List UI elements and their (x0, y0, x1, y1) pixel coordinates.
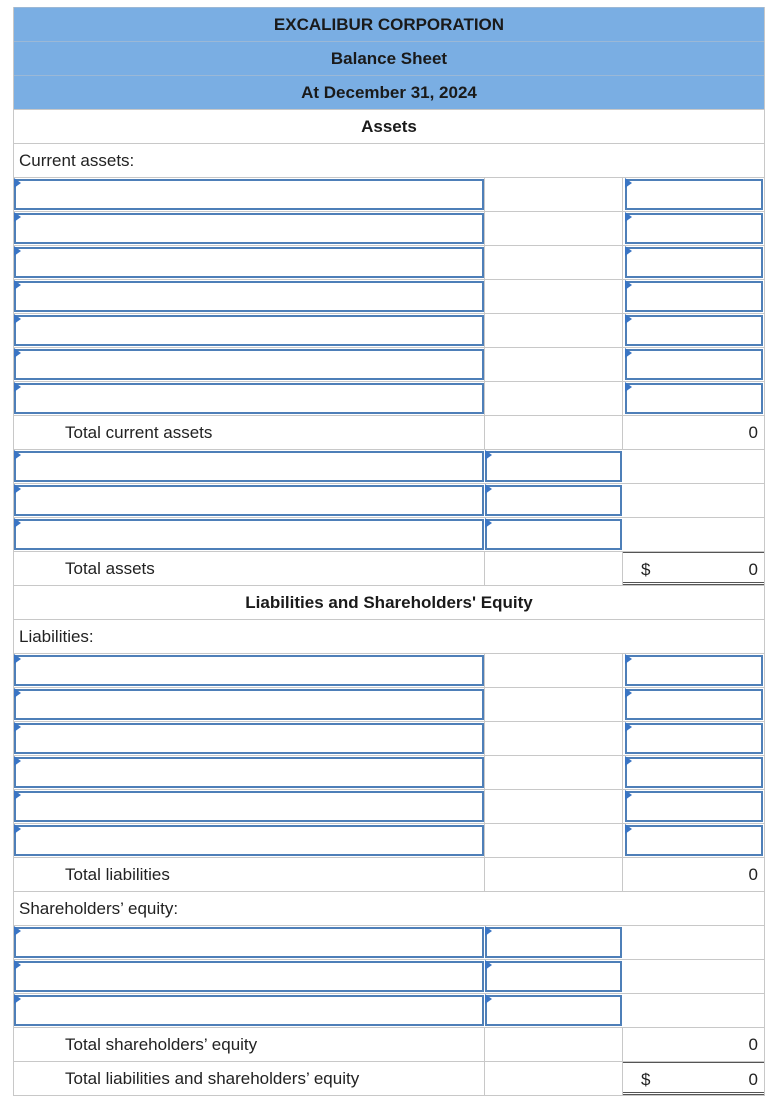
subtotal-cell (484, 1062, 623, 1095)
amount-input[interactable] (625, 655, 763, 686)
total-liabilities-row (14, 857, 764, 891)
account-name-input[interactable] (14, 825, 484, 856)
dropdown-flag-icon[interactable] (625, 824, 632, 834)
total-cell (623, 416, 764, 449)
current-assets-row (14, 143, 764, 177)
amount-input[interactable] (485, 519, 622, 550)
statement-date: At December 31, 2024 (14, 75, 764, 109)
dropdown-flag-icon[interactable] (485, 960, 492, 970)
account-name-input[interactable] (14, 213, 484, 244)
account-name-input[interactable] (14, 995, 484, 1026)
dropdown-flag-icon[interactable] (14, 178, 21, 188)
dropdown-flag-icon[interactable] (625, 280, 632, 290)
subtotal-cell (484, 654, 623, 687)
dropdown-flag-icon[interactable] (625, 688, 632, 698)
dropdown-flag-icon[interactable] (14, 382, 21, 392)
current-asset-input-row (14, 381, 764, 415)
equity-row (14, 891, 764, 925)
dropdown-flag-icon[interactable] (625, 178, 632, 188)
subtotal-cell (484, 280, 623, 313)
account-name-input[interactable] (14, 485, 484, 516)
amount-input[interactable] (625, 825, 763, 856)
dropdown-flag-icon[interactable] (625, 314, 632, 324)
dropdown-flag-icon[interactable] (14, 348, 21, 358)
dropdown-flag-icon[interactable] (625, 246, 632, 256)
subtotal-cell (484, 824, 623, 857)
subtotal-cell (484, 382, 623, 415)
amount-input[interactable] (485, 451, 622, 482)
subtotal-cell (484, 314, 623, 347)
dropdown-flag-icon[interactable] (14, 246, 21, 256)
subtotal-cell (484, 178, 623, 211)
subtotal-cell (484, 1028, 623, 1061)
account-name-input[interactable] (14, 791, 484, 822)
noncurrent-asset-input-row (14, 483, 764, 517)
current-assets-label: Current assets: (19, 151, 135, 170)
total-current-assets-value: 0 (748, 423, 758, 442)
assets-heading: Assets (14, 109, 764, 143)
amount-input[interactable] (625, 349, 763, 380)
total-assets-value: 0 (748, 560, 758, 579)
liability-input-row (14, 789, 764, 823)
subtotal-cell (484, 416, 623, 449)
total-equity-label: Total shareholders’ equity (65, 1035, 258, 1054)
account-name-input[interactable] (14, 315, 484, 346)
current-asset-input-row (14, 177, 764, 211)
amount-input[interactable] (625, 213, 763, 244)
dropdown-flag-icon[interactable] (14, 790, 21, 800)
current-asset-input-row (14, 313, 764, 347)
account-name-input[interactable] (14, 961, 484, 992)
equity-input-row (14, 959, 764, 993)
total-cell (623, 1062, 764, 1095)
dropdown-flag-icon[interactable] (14, 824, 21, 834)
amount-input[interactable] (625, 757, 763, 788)
subtotal-cell (484, 722, 623, 755)
dropdown-flag-icon[interactable] (625, 722, 632, 732)
liabilities-row (14, 619, 764, 653)
dropdown-flag-icon[interactable] (485, 484, 492, 494)
dropdown-flag-icon[interactable] (485, 518, 492, 528)
dropdown-flag-icon[interactable] (625, 382, 632, 392)
current-asset-input-row (14, 347, 764, 381)
liability-input-row (14, 687, 764, 721)
amount-input[interactable] (485, 485, 622, 516)
total-equity-value: 0 (748, 1035, 758, 1054)
dropdown-flag-icon[interactable] (14, 960, 21, 970)
total-liabilities-equity-row (14, 1061, 764, 1095)
account-name-input[interactable] (14, 723, 484, 754)
amount-input[interactable] (485, 961, 622, 992)
dropdown-flag-icon[interactable] (625, 756, 632, 766)
liabilities-equity-heading: Liabilities and Shareholders' Equity (14, 585, 764, 619)
dropdown-flag-icon[interactable] (625, 212, 632, 222)
subtotal-cell (484, 246, 623, 279)
total-liabilities-value: 0 (748, 865, 758, 884)
noncurrent-asset-input-row (14, 449, 764, 483)
dropdown-flag-icon[interactable] (14, 688, 21, 698)
subtotal-cell (484, 790, 623, 823)
liability-input-row (14, 653, 764, 687)
dropdown-flag-icon[interactable] (625, 790, 632, 800)
subtotal-cell (484, 756, 623, 789)
account-name-input[interactable] (14, 383, 484, 414)
account-name-input[interactable] (14, 179, 484, 210)
account-name-input[interactable] (14, 451, 484, 482)
account-name-input[interactable] (14, 655, 484, 686)
subtotal-cell (484, 858, 623, 891)
liabilities-label: Liabilities: (19, 627, 94, 646)
total-cell (623, 552, 764, 585)
balance-sheet-table (13, 7, 765, 1096)
amount-input[interactable] (625, 315, 763, 346)
liability-input-row (14, 823, 764, 857)
total-cell (623, 858, 764, 891)
total-assets-label: Total assets (65, 559, 155, 578)
current-asset-input-row (14, 245, 764, 279)
dropdown-flag-icon[interactable] (14, 518, 21, 528)
company-name: EXCALIBUR CORPORATION (14, 7, 764, 41)
amount-input[interactable] (625, 383, 763, 414)
equity-input-row (14, 925, 764, 959)
total-cell (623, 1028, 764, 1061)
account-name-input[interactable] (14, 689, 484, 720)
currency-symbol: $ (641, 560, 651, 579)
total-liabilities-label: Total liabilities (65, 865, 170, 884)
equity-input-row (14, 993, 764, 1027)
dropdown-flag-icon[interactable] (625, 654, 632, 664)
statement-title: Balance Sheet (14, 41, 764, 75)
amount-input[interactable] (485, 995, 622, 1026)
equity-label: Shareholders’ equity: (19, 899, 179, 918)
amount-input[interactable] (625, 281, 763, 312)
subtotal-cell (484, 348, 623, 381)
total-equity-row (14, 1027, 764, 1061)
total-current-assets-label: Total current assets (65, 423, 213, 442)
amount-input[interactable] (625, 247, 763, 278)
dropdown-flag-icon[interactable] (14, 722, 21, 732)
total-liabilities-equity-value: 0 (748, 1070, 758, 1089)
total-cell (623, 484, 764, 517)
account-name-input[interactable] (14, 519, 484, 550)
dropdown-flag-icon[interactable] (14, 654, 21, 664)
current-asset-input-row (14, 279, 764, 313)
dropdown-flag-icon[interactable] (14, 484, 21, 494)
dropdown-flag-icon[interactable] (485, 926, 492, 936)
noncurrent-asset-input-row (14, 517, 764, 551)
account-name-input[interactable] (14, 281, 484, 312)
total-liabilities-equity-label: Total liabilities and shareholders’ equity (65, 1069, 360, 1088)
dropdown-flag-icon[interactable] (14, 212, 21, 222)
total-cell (623, 960, 764, 993)
liability-input-row (14, 721, 764, 755)
dropdown-flag-icon[interactable] (485, 994, 492, 1004)
subtotal-cell (484, 212, 623, 245)
account-name-input[interactable] (14, 927, 484, 958)
currency-symbol: $ (641, 1070, 651, 1089)
total-assets-row (14, 551, 764, 585)
dropdown-flag-icon[interactable] (14, 314, 21, 324)
account-name-input[interactable] (14, 757, 484, 788)
liability-input-row (14, 755, 764, 789)
dropdown-flag-icon[interactable] (14, 994, 21, 1004)
account-name-input[interactable] (14, 247, 484, 278)
dropdown-flag-icon[interactable] (14, 450, 21, 460)
total-current-assets-row (14, 415, 764, 449)
dropdown-flag-icon[interactable] (14, 280, 21, 290)
dropdown-flag-icon[interactable] (485, 450, 492, 460)
dropdown-flag-icon[interactable] (14, 756, 21, 766)
total-cell (623, 994, 764, 1027)
amount-input[interactable] (625, 791, 763, 822)
amount-input[interactable] (625, 723, 763, 754)
dropdown-flag-icon[interactable] (14, 926, 21, 936)
account-name-input[interactable] (14, 349, 484, 380)
total-cell (623, 518, 764, 551)
dropdown-flag-icon[interactable] (625, 348, 632, 358)
subtotal-cell (484, 688, 623, 721)
total-cell (623, 926, 764, 959)
total-cell (623, 450, 764, 483)
current-asset-input-row (14, 211, 764, 245)
amount-input[interactable] (625, 179, 763, 210)
subtotal-cell (484, 552, 623, 585)
amount-input[interactable] (485, 927, 622, 958)
amount-input[interactable] (625, 689, 763, 720)
